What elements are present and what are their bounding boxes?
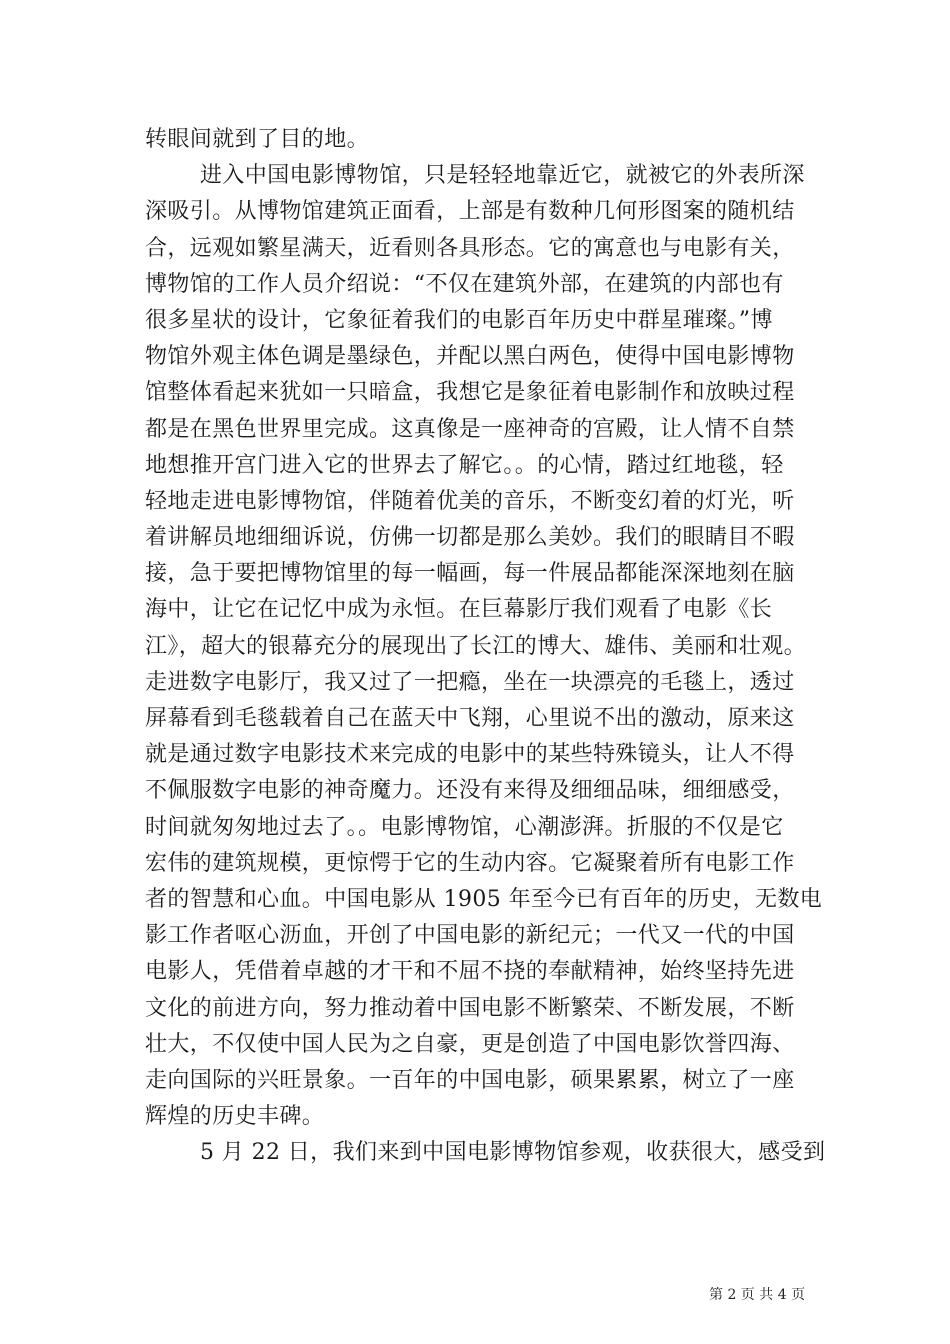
text-line: 电影人，凭借着卓越的才干和不屈不挠的奉献精神，始终坚持先进 <box>145 959 795 985</box>
text-line: 地想推开宫门进入它的世界去了解它。。的心情，踏过红地毯，轻 <box>145 452 784 478</box>
text-line: 时间就匆匆地过去了。。电影博物馆，心潮澎湃。折服的不仅是它 <box>145 814 784 840</box>
text-line: 走进数字电影厅，我又过了一把瘾，坐在一块漂亮的毛毯上，透过 <box>145 669 795 695</box>
text-line: 5 月 22 日，我们来到中国电影博物馆参观，收获很大，感受到 <box>200 1140 826 1166</box>
text-line: 物馆外观主体色调是墨绿色，并配以黑白两色，使得中国电影博物 <box>145 344 795 370</box>
page-number-footer: 第 2 页 共 4 页 <box>709 1287 806 1303</box>
text-line: 合，远观如繁星满天，近看则各具形态。它的寓意也与电影有关， <box>145 235 795 261</box>
text-line: 文化的前进方向，努力推动着中国电影不断繁荣、不断发展，不断 <box>145 995 795 1021</box>
text-line: 屏幕看到毛毯载着自己在蓝天中飞翔，心里说不出的激动，原来这 <box>145 706 795 731</box>
text-line: 深吸引。从博物馆建筑正面看，上部是有数种几何形图案的随机结 <box>145 199 795 225</box>
text-line: 博物馆的工作人员介绍说：“不仅在建筑外部，在建筑的内部也有 <box>145 271 784 297</box>
text-line: 不佩服数字电影的神奇魔力。还没有来得及细细品味，细细感受， <box>145 778 795 804</box>
text-line: 轻地走进电影博物馆，伴随着优美的音乐，不断变幻着的灯光，听 <box>145 488 795 514</box>
text-line: 者的智慧和心血。中国电影从 1905 年至今已有百年的历史，无数电 <box>145 886 823 912</box>
text-line: 很多星状的设计，它象征着我们的电影百年历史中群星璀璨。”博 <box>145 307 773 333</box>
body-text <box>145 122 825 1171</box>
text-line: 壮大，不仅使中国人民为之自豪，更是创造了中国电影饮誉四海、 <box>145 1031 795 1057</box>
text-line: 海中，让它在记忆中成为永恒。在巨幕影厅我们观看了电影《长 <box>145 597 773 623</box>
text-line: 进入中国电影博物馆，只是轻轻地靠近它，就被它的外表所深 <box>200 163 805 189</box>
text-line: 着讲解员地细细诉说，仿佛一切都是那么美妙。我们的眼睛目不暇 <box>145 525 795 551</box>
text-line: 馆整体看起来犹如一只暗盒，我想它是象征着电影制作和放映过程 <box>145 380 795 406</box>
text-line: 转眼间就到了目的地。 <box>145 127 370 152</box>
text-line: 接，急于要把博物馆里的每一幅画，每一件展品都能深深地刻在脑 <box>145 561 795 587</box>
text-line: 都是在黑色世界里完成。这真像是一座神奇的宫殿，让人情不自禁 <box>145 416 795 442</box>
text-line: 走向国际的兴旺景象。一百年的中国电影，硕果累累，树立了一座 <box>145 1067 795 1093</box>
text-line: 影工作者呕心沥血，开创了中国电影的新纪元；一代又一代的中国 <box>145 923 795 949</box>
text-line: 江》，超大的银幕充分的展现出了长江的博大、雄伟、美丽和壮观。 <box>145 633 807 659</box>
text-line: 就是通过数字电影技术来完成的电影中的某些特殊镜头，让人不得 <box>145 742 795 768</box>
text-line: 宏伟的建筑规模，更惊愕于它的生动内容。它凝聚着所有电影工作 <box>145 850 795 876</box>
text-line: 辉煌的历史丰碑。 <box>145 1104 325 1130</box>
